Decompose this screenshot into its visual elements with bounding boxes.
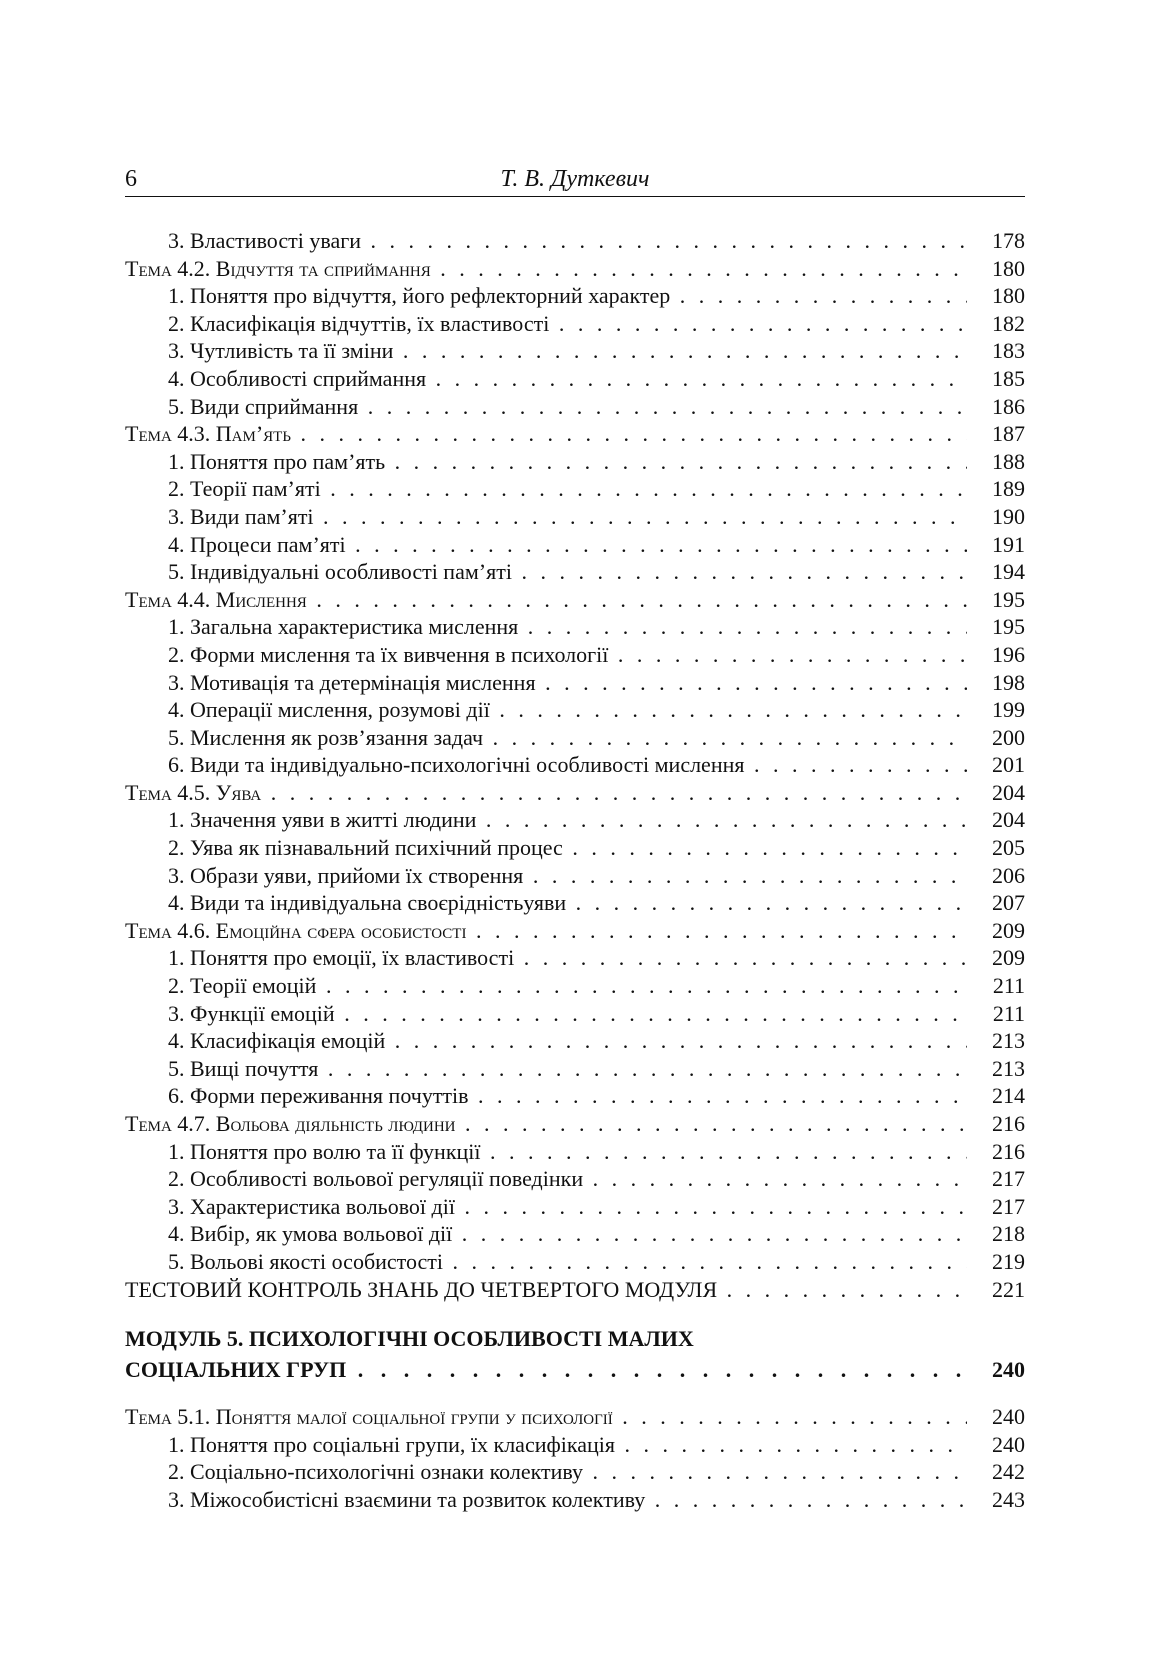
- toc-entry-title: [125, 558, 967, 586]
- toc-entry-title: [125, 641, 967, 669]
- toc-entry-title: [125, 503, 967, 531]
- toc-entry-title: [125, 1248, 967, 1276]
- toc-entry-title: [125, 1082, 967, 1110]
- toc-entry-text: ТЕСТОВИЙ КОНТРОЛЬ ЗНАНЬ ДО ЧЕТВЕРТОГО МОДУЛЯ: [125, 1276, 718, 1302]
- toc-entry[interactable]: [125, 889, 1025, 917]
- toc-topic-label: Тема 4.3.: [125, 421, 211, 447]
- toc-entry[interactable]: [125, 393, 1025, 421]
- toc-entry-text: 2. Теорії емоцій: [168, 973, 317, 999]
- toc-list-module-5: [125, 1403, 1025, 1513]
- toc-page-number: 195: [992, 614, 1025, 640]
- toc-entry-title: [125, 1055, 967, 1083]
- toc-topic-entry[interactable]: [125, 586, 1025, 614]
- toc-entry-text: 1. Поняття про відчуття, його рефлекторний характер: [168, 283, 671, 309]
- toc-page-number: 201: [992, 752, 1025, 778]
- toc-entry[interactable]: [125, 1220, 1025, 1248]
- toc-entry-text: 3. Властивості уваги: [168, 228, 362, 253]
- toc-entry-title: [125, 696, 967, 724]
- toc-entry-text: 1. Поняття про соціальні групи, їх класифікація: [168, 1431, 615, 1457]
- toc-entry[interactable]: [125, 1248, 1025, 1276]
- toc-entry-title: [125, 917, 967, 945]
- toc-page-number: 211: [992, 1000, 1025, 1026]
- toc-entry-title: [125, 586, 967, 614]
- toc-entry-text: 2. Уява як пізнавальний психічний процес: [168, 835, 563, 861]
- toc-page-number: 240: [992, 1431, 1025, 1457]
- toc-topic-label: Тема 4.7.: [125, 1111, 211, 1136]
- toc-entry[interactable]: [125, 503, 1025, 531]
- running-head-author: Т. В. Дуткевич: [500, 166, 650, 192]
- toc-page-number: 219: [992, 1248, 1025, 1274]
- toc-entry[interactable]: [125, 862, 1025, 890]
- toc-entry-text: 1. Поняття про волю та її функції: [168, 1138, 481, 1164]
- toc-page-number: 240: [992, 1404, 1025, 1430]
- toc-topic-entry[interactable]: [125, 255, 1025, 283]
- toc-page-number: 211: [992, 973, 1025, 999]
- toc-topic-title: Відчуття та сприймання: [215, 255, 431, 281]
- toc-entry[interactable]: [125, 475, 1025, 503]
- toc-entry[interactable]: [125, 1431, 1025, 1459]
- toc-page-number: 180: [992, 255, 1025, 281]
- toc-entry[interactable]: [125, 1458, 1025, 1486]
- toc-page-number: 216: [992, 1138, 1025, 1164]
- toc-topic-label: Тема 4.6.: [125, 917, 211, 943]
- toc-topic-label: Тема 5.1.: [125, 1404, 211, 1430]
- toc-page-number: 189: [992, 476, 1025, 502]
- toc-entry-text: 3. Образи уяви, прийоми їх створення: [168, 862, 524, 888]
- toc-topic-entry[interactable]: [125, 420, 1025, 448]
- toc-entry-title: [125, 1193, 967, 1221]
- toc-list: [125, 227, 1025, 1303]
- toc-entry-text: 3. Міжособистісні взаємини та розвиток колективу: [168, 1486, 646, 1512]
- toc-page-number: 221: [992, 1276, 1025, 1302]
- toc-page-number: 204: [992, 779, 1025, 805]
- toc-entry-text: 5. Індивідуальні особливості пам’яті: [168, 559, 512, 585]
- toc-topic-label: Тема 4.2.: [125, 255, 211, 281]
- toc-entry-title: [125, 779, 967, 807]
- toc-entry-title: [125, 475, 967, 503]
- toc-entry-title: [125, 1431, 967, 1459]
- toc-entry-title: [125, 393, 967, 421]
- toc-entry-title: [125, 724, 967, 752]
- toc-entry-title: [125, 834, 967, 862]
- toc-entry[interactable]: [125, 751, 1025, 779]
- toc-page-number: 190: [992, 503, 1025, 529]
- toc-page-number: 200: [992, 724, 1025, 750]
- toc-entry-title: [125, 1276, 967, 1304]
- toc-entry-text: 3. Функції емоцій: [168, 1000, 335, 1026]
- toc-entry-text: 5. Вольові якості особистості: [168, 1248, 444, 1274]
- toc-entry-text: 4. Операції мислення, розумові дії: [168, 697, 490, 723]
- toc-entry[interactable]: [125, 531, 1025, 559]
- toc-page-number: 183: [992, 338, 1025, 364]
- toc-entry[interactable]: [125, 972, 1025, 1000]
- toc-page-number: 213: [992, 1055, 1025, 1081]
- toc-entry-text: 3. Види пам’яті: [168, 503, 314, 529]
- page-number: 6: [125, 166, 137, 192]
- toc-topic-label: Тема 4.5.: [125, 779, 211, 805]
- toc-entry[interactable]: [125, 227, 1025, 255]
- toc-topic-title: Уява: [215, 779, 262, 805]
- toc-entry-text: 2. Соціально-психологічні ознаки колективу: [168, 1459, 584, 1485]
- toc-entry[interactable]: [125, 1055, 1025, 1083]
- toc-entry-text: 6. Види та індивідуально-психологічні особливості мислення: [168, 752, 745, 778]
- toc-entry-text: 2. Форми мислення та їх вивчення в психології: [168, 641, 609, 667]
- toc-entry-title: [125, 972, 967, 1000]
- toc-entry-title: [125, 751, 967, 779]
- toc-entry[interactable]: [125, 310, 1025, 338]
- toc-entry-text: 1. Загальна характеристика мислення: [168, 614, 519, 640]
- toc-entry[interactable]: [125, 558, 1025, 586]
- toc-entry-title: [125, 669, 967, 697]
- toc-entry-title: [125, 420, 967, 448]
- toc-entry[interactable]: [125, 1138, 1025, 1166]
- toc-entry[interactable]: [125, 1486, 1025, 1514]
- toc-page-number: 178: [992, 228, 1025, 253]
- toc-entry[interactable]: [125, 282, 1025, 310]
- toc-page-number: 196: [992, 641, 1025, 667]
- toc-entry-text: 4. Вибір, як умова вольової дії: [168, 1221, 453, 1247]
- toc-entry-title: [125, 1027, 967, 1055]
- toc-entry-text: 6. Форми переживання почуттів: [168, 1083, 469, 1109]
- toc-page-number: 217: [992, 1193, 1025, 1219]
- toc-page-number: 206: [992, 862, 1025, 888]
- toc-entry[interactable]: [125, 944, 1025, 972]
- toc-entry-title: [125, 1000, 967, 1028]
- toc-entry-title: [125, 862, 967, 890]
- toc-entry[interactable]: [125, 365, 1025, 393]
- toc-entry-title: [125, 282, 967, 310]
- toc-entry-title: [125, 1138, 967, 1166]
- toc-page-number: 216: [992, 1111, 1025, 1136]
- toc-page-number: 213: [992, 1028, 1025, 1054]
- toc-entry-title: [125, 337, 967, 365]
- toc-topic-title: Пам’ять: [215, 421, 291, 447]
- toc-entry-title: [125, 448, 967, 476]
- toc-topic-title: Мислення: [215, 586, 307, 612]
- toc-entry[interactable]: [125, 1165, 1025, 1193]
- toc-entry-title: [125, 1458, 967, 1486]
- toc-entry-text: 3. Мотивація та детермінація мислення: [168, 669, 536, 695]
- toc-entry[interactable]: [125, 1276, 1025, 1304]
- module-heading: [125, 1323, 1025, 1385]
- toc-entry-title: [125, 310, 967, 338]
- toc-page-number: 242: [992, 1459, 1025, 1485]
- toc-topic-entry[interactable]: [125, 917, 1025, 945]
- toc-page-number: 186: [992, 393, 1025, 419]
- toc-entry[interactable]: [125, 613, 1025, 641]
- toc-entry-title: [125, 1220, 967, 1248]
- module-title-line2: СОЦІАЛЬНИХ ГРУП . . .: [125, 1354, 967, 1385]
- toc-entry[interactable]: [125, 1000, 1025, 1028]
- toc-entry-title: [125, 1403, 967, 1431]
- toc-entry-title: [125, 531, 967, 559]
- toc-page-number: 195: [992, 586, 1025, 612]
- toc-entry[interactable]: [125, 669, 1025, 697]
- module-title-line1: МОДУЛЬ 5. ПСИХОЛОГІЧНІ ОСОБЛИВОСТІ МАЛИХ: [125, 1326, 694, 1352]
- toc-entry-text: 3. Характеристика вольової дії: [168, 1193, 455, 1219]
- toc-entry-title: [125, 227, 967, 255]
- toc-entry-title: [125, 1110, 967, 1138]
- toc-page-number: 180: [992, 283, 1025, 309]
- toc-topic-title: Емоційна сфера особистості: [215, 917, 467, 943]
- toc-entry-title: [125, 613, 967, 641]
- toc-page-number: 191: [992, 531, 1025, 557]
- toc-page-number: 243: [992, 1486, 1025, 1512]
- module-title-entry[interactable]: [125, 1354, 1025, 1385]
- toc-page-number: 214: [992, 1083, 1025, 1109]
- toc-page-number: 198: [992, 669, 1025, 695]
- toc-entry-text: 5. Вищі почуття: [168, 1055, 319, 1081]
- toc-entry[interactable]: [125, 337, 1025, 365]
- toc-page-number: 204: [992, 807, 1025, 833]
- table-of-contents: [125, 227, 1025, 1514]
- toc-page-number: 205: [992, 835, 1025, 861]
- toc-entry-text: 4. Види та індивідуальна своєрідністьуяви: [168, 890, 567, 916]
- toc-topic-label: Тема 4.4.: [125, 586, 211, 612]
- toc-entry-text: 1. Поняття про пам’ять: [168, 448, 386, 474]
- toc-entry-text: 1. Поняття про емоції, їх властивості: [168, 945, 515, 971]
- toc-entry-text: 2. Особливості вольової регуляції поведінки: [168, 1166, 584, 1192]
- toc-page-number: 209: [992, 917, 1025, 943]
- toc-entry[interactable]: [125, 1193, 1025, 1221]
- toc-entry-title: [125, 944, 967, 972]
- toc-topic-title: Вольова діяльність людини: [215, 1111, 456, 1136]
- toc-page-number: 218: [992, 1221, 1025, 1247]
- toc-page-number: 199: [992, 697, 1025, 723]
- toc-entry-text: 5. Мислення як розв’язання задач: [168, 724, 484, 750]
- toc-entry-text: 4. Класифікація емоцій: [168, 1028, 386, 1054]
- toc-entry[interactable]: [125, 724, 1025, 752]
- toc-entry-text: 5. Види сприймання: [168, 393, 359, 419]
- module-page-number: 240: [992, 1357, 1025, 1383]
- toc-entry-text: 3. Чутливість та її зміни: [168, 338, 394, 364]
- toc-page-number: 217: [992, 1166, 1025, 1192]
- toc-entry[interactable]: [125, 1027, 1025, 1055]
- toc-page-number: 188: [992, 448, 1025, 474]
- toc-entry[interactable]: [125, 448, 1025, 476]
- toc-topic-title: Поняття малої соціальної групи у психології: [215, 1404, 613, 1430]
- toc-entry[interactable]: [125, 641, 1025, 669]
- toc-entry[interactable]: [125, 696, 1025, 724]
- toc-entry[interactable]: [125, 806, 1025, 834]
- toc-entry[interactable]: [125, 1082, 1025, 1110]
- toc-topic-entry[interactable]: [125, 1403, 1025, 1431]
- toc-page-number: 187: [992, 421, 1025, 447]
- toc-page-number: 182: [992, 310, 1025, 336]
- toc-entry-title: [125, 1165, 967, 1193]
- toc-topic-entry[interactable]: [125, 1110, 1025, 1138]
- toc-entry-text: 2. Класифікація відчуттів, їх властивості: [168, 310, 550, 336]
- page-header: [125, 160, 1025, 197]
- toc-entry-text: 2. Теорії пам’яті: [168, 476, 321, 502]
- toc-page-number: 185: [992, 365, 1025, 391]
- toc-entry[interactable]: [125, 834, 1025, 862]
- toc-entry-title: [125, 255, 967, 283]
- toc-page-number: 209: [992, 945, 1025, 971]
- toc-topic-entry[interactable]: [125, 779, 1025, 807]
- toc-entry-text: 4. Особливості сприймання: [168, 365, 427, 391]
- toc-page-number: 207: [992, 890, 1025, 916]
- toc-entry-title: [125, 806, 967, 834]
- toc-entry-title: [125, 1486, 967, 1514]
- toc-entry-text: 4. Процеси пам’яті: [168, 531, 346, 557]
- toc-entry-title: [125, 365, 967, 393]
- toc-page-number: 194: [992, 559, 1025, 585]
- toc-entry-text: 1. Значення уяви в житті людини: [168, 807, 477, 833]
- toc-entry-title: [125, 889, 967, 917]
